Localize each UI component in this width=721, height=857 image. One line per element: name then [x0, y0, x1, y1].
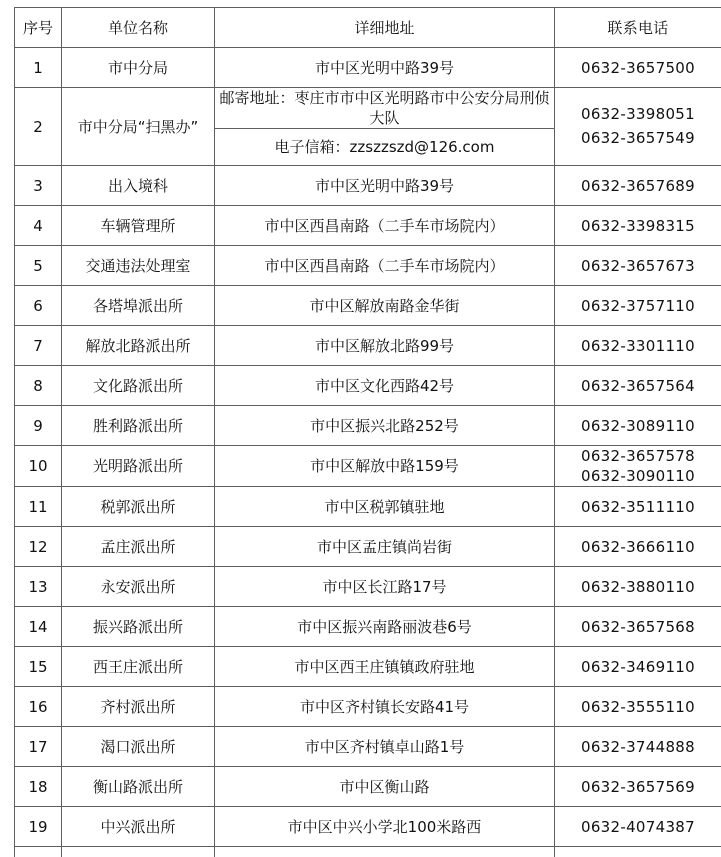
phone-line: 0632-3657549 [581, 129, 695, 147]
cell-address: 市中区衡山路 [215, 767, 555, 807]
cell-phone: 0632-3657569 [555, 767, 721, 807]
table-row [15, 326, 721, 366]
cell-address: 市中区西王庄镇镇政府驻地 [215, 647, 555, 687]
table-header-row [15, 8, 721, 48]
table-row [15, 487, 721, 527]
cell-index: 5 [15, 246, 62, 286]
cell-unit-name: 光明路派出所 [62, 446, 215, 487]
cell-address: 市中区长江路17号 [215, 567, 555, 607]
table-row-cutoff [15, 847, 721, 857]
cell-address: 市中区齐村镇长安路41号 [215, 687, 555, 727]
table-row [15, 406, 721, 446]
cell-index: 18 [15, 767, 62, 807]
cell-phone: 0632-3657564 [555, 366, 721, 406]
cell-unit-name: 胜利路派出所 [62, 406, 215, 446]
cell-unit-name: 衡山路派出所 [62, 767, 215, 807]
cell-index: 15 [15, 647, 62, 687]
cell-address: 市中区振兴北路252号 [215, 406, 555, 446]
cell-phone: 0632-3744888 [555, 727, 721, 767]
cell-phone: 0632-3555110 [555, 687, 721, 727]
cell-phone: 0632-3301110 [555, 326, 721, 366]
cell-phone: 0632-3666110 [555, 527, 721, 567]
cell-phone: 0632-3089110 [555, 406, 721, 446]
phone-line: 0632-3398051 [581, 105, 695, 123]
cell-unit-name: 车辆管理所 [62, 206, 215, 246]
table-row [15, 246, 721, 286]
table-row [15, 206, 721, 246]
cell-unit-name: 税郭派出所 [62, 487, 215, 527]
table-row [15, 48, 721, 88]
cell-unit-name: 孟庄派出所 [62, 527, 215, 567]
cell-index: 6 [15, 286, 62, 326]
cell-phone: 0632-3657689 [555, 166, 721, 206]
cell-address: 市中区解放北路99号 [215, 326, 555, 366]
cell-index: 11 [15, 487, 62, 527]
police-contact-table [14, 7, 721, 857]
cell-empty [62, 847, 215, 857]
table-row [15, 527, 721, 567]
cell-phone: 0632-3880110 [555, 567, 721, 607]
cell-unit-name: 齐村派出所 [62, 687, 215, 727]
table-row [15, 286, 721, 326]
cell-phone: 0632-3657673 [555, 246, 721, 286]
table-row [15, 727, 721, 767]
cell-address: 市中区中兴小学北100米路西 [215, 807, 555, 847]
cell-phone: 0632-3757110 [555, 286, 721, 326]
cell-empty [15, 847, 62, 857]
cell-index: 7 [15, 326, 62, 366]
cell-address: 市中区税郭镇驻地 [215, 487, 555, 527]
cell-unit-name: 交通违法处理室 [62, 246, 215, 286]
cell-address: 市中区西昌南路（二手车市场院内） [215, 206, 555, 246]
cell-unit-name: 渴口派出所 [62, 727, 215, 767]
cell-address: 市中区西昌南路（二手车市场院内） [215, 246, 555, 286]
cell-index: 9 [15, 406, 62, 446]
cell-address: 市中区光明中路39号 [215, 48, 555, 88]
cell-phone: 0632-3657568 [555, 607, 721, 647]
cell-unit-name: 各塔埠派出所 [62, 286, 215, 326]
table-row [15, 567, 721, 607]
table-row [15, 807, 721, 847]
cell-phone: 0632-3469110 [555, 647, 721, 687]
cell-unit-name: 西王庄派出所 [62, 647, 215, 687]
cell-phone: 0632-3657500 [555, 48, 721, 88]
cell-address: 市中区孟庄镇尚岩街 [215, 527, 555, 567]
cell-address: 市中区光明中路39号 [215, 166, 555, 206]
table-row-special [15, 88, 721, 129]
table-row [15, 647, 721, 687]
cell-unit-name: 永安派出所 [62, 567, 215, 607]
cell-empty [555, 847, 721, 857]
cell-mailing-address: 邮寄地址：枣庄市市中区光明路市中公安分局刑侦大队 [215, 88, 555, 129]
cell-address: 市中区解放中路159号 [215, 446, 555, 487]
cell-index: 3 [15, 166, 62, 206]
cell-index: 17 [15, 727, 62, 767]
header-address: 详细地址 [215, 8, 555, 48]
cell-phone-multi [555, 88, 721, 166]
header-index: 序号 [15, 8, 62, 48]
cell-index: 19 [15, 807, 62, 847]
cell-address: 市中区文化西路42号 [215, 366, 555, 406]
table-row [15, 607, 721, 647]
cell-empty [215, 847, 555, 857]
table-row [15, 166, 721, 206]
cell-unit-name: 振兴路派出所 [62, 607, 215, 647]
table-row [15, 687, 721, 727]
cell-index: 2 [15, 88, 62, 166]
header-unit-name: 单位名称 [62, 8, 215, 48]
cell-unit-name: 中兴派出所 [62, 807, 215, 847]
cell-index: 12 [15, 527, 62, 567]
table-row [15, 366, 721, 406]
header-phone: 联系电话 [555, 8, 721, 48]
cell-phone-multi [555, 446, 721, 487]
phone-line: 0632-3090110 [581, 467, 695, 485]
table-row [15, 767, 721, 807]
cell-address: 市中区解放南路金华街 [215, 286, 555, 326]
cell-index: 1 [15, 48, 62, 88]
cell-email-address: 电子信箱：zzszzszd@126.com [215, 129, 555, 166]
cell-phone: 0632-3511110 [555, 487, 721, 527]
cell-unit-name: 市中分局 [62, 48, 215, 88]
cell-index: 8 [15, 366, 62, 406]
cell-index: 13 [15, 567, 62, 607]
cell-index: 4 [15, 206, 62, 246]
cell-unit-name: 市中分局“扫黑办” [62, 88, 215, 166]
cell-index: 16 [15, 687, 62, 727]
cell-address: 市中区振兴南路丽波巷6号 [215, 607, 555, 647]
cell-unit-name: 出入境科 [62, 166, 215, 206]
phone-line: 0632-3657578 [581, 447, 695, 465]
table-row [15, 446, 721, 487]
cell-unit-name: 文化路派出所 [62, 366, 215, 406]
cell-phone: 0632-4074387 [555, 807, 721, 847]
cell-address: 市中区齐村镇卓山路1号 [215, 727, 555, 767]
cell-index: 10 [15, 446, 62, 487]
cell-index: 14 [15, 607, 62, 647]
contact-table-container [14, 7, 721, 857]
cell-phone: 0632-3398315 [555, 206, 721, 246]
cell-unit-name: 解放北路派出所 [62, 326, 215, 366]
